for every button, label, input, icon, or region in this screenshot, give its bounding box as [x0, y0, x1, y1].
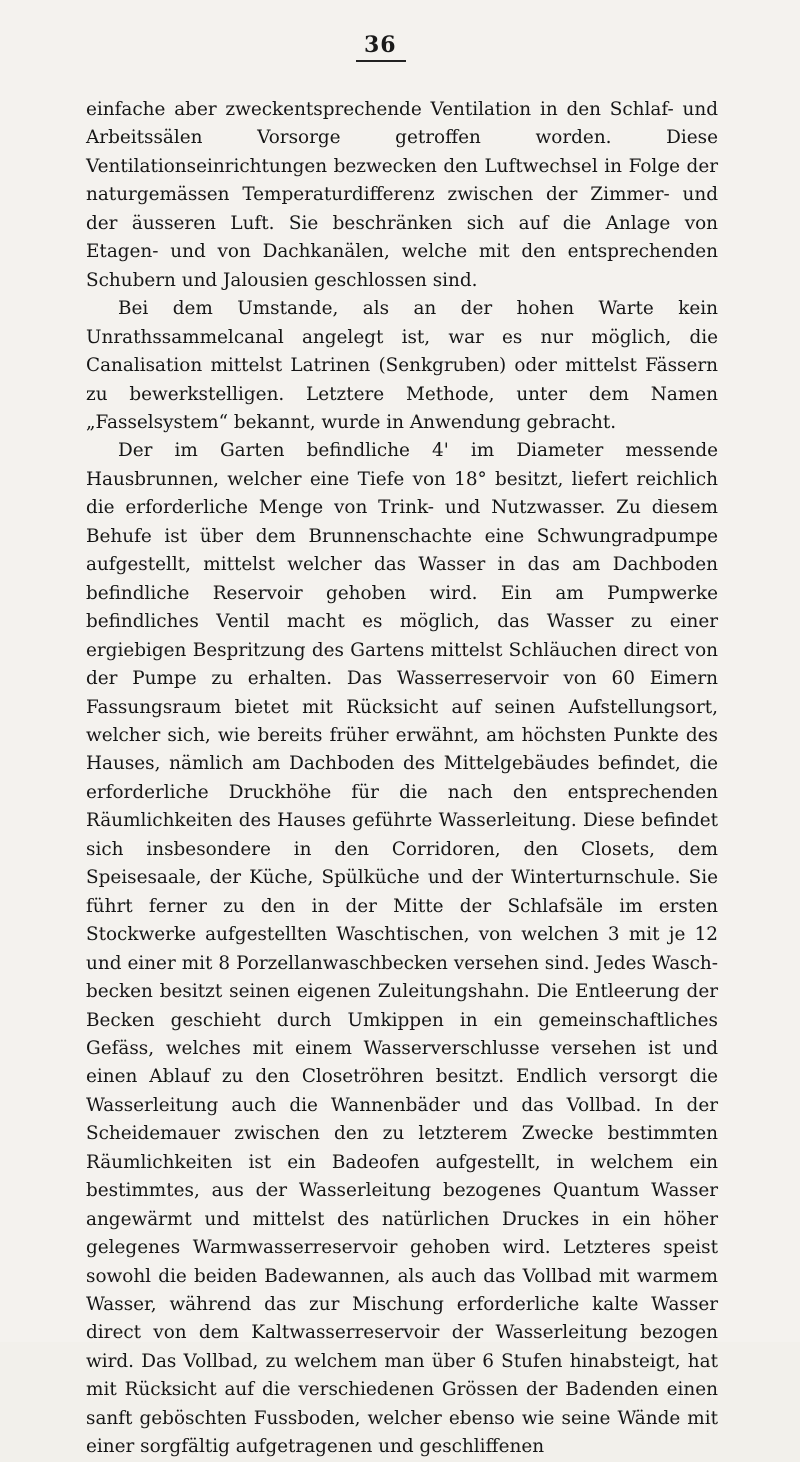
paragraph-water-supply: Der im Garten befindliche 4' im Diameter messende Hausbrunnen, welcher eine Tiefe von 18° besitzt, liefert reichlich die erforderliche Menge von Trink- und Nutzwasser. Zu diesem Behufe ist über dem Brunnenschachte eine Schwungradpumpe aufgestellt, mittelst welcher das Wasser in das am Dachboden befindliche Reservoir gehoben wird. Ein am Pumpwerke befindliches Ventil macht es möglich, das Wasser zu einer ergiebigen Bespritzung des Gartens mittelst Schläuchen direct von der Pumpe zu erhalten. Das Wasserreservoir von 60 Eimern Fassungsraum bietet mit Rücksicht auf seinen Aufstellungsort, welcher sich, wie bereits früher erwähnt, am höchsten Punkte des Hauses, nämlich am Dachboden des Mittelgebäudes befindet, die erforderliche Druckhöhe für die nach den entsprechenden Räumlichkeiten des Hauses geführte Wasserleitung. Diese befindet sich insbesondere in den Corridoren, den Closets, dem Speisesaale, der Küche, Spülküche und der Winterturnschule. Sie führt ferner zu den in der Mitte der Schlafsäle im ersten Stockwerke aufgestellten Waschtischen, von welchen 3 mit je 12 und einer mit 8 Porzellanwaschbecken versehen sind. Jedes Waschbecken besitzt seinen eigenen Zuleitungshahn. Die Entleerung der Becken geschieht durch Umkippen in ein gemeinschaftliches Gefäss, welches mit einem Wasserverschlusse versehen ist und einen Ablauf zu den Closetröhren besitzt. Endlich versorgt die Wasserleitung auch die Wannenbäder und das Vollbad. In der Scheidemauer zwischen den zu letzterem Zwecke bestimmten Räumlichkeiten ist ein Badeofen aufgestellt, in welchem ein bestimmtes, aus der Wasserleitung bezogenes Quantum Wasser angewärmt und mittelst des natürlichen Druckes in ein höher gelegenes Warmwasserreservoir gehoben wird. Letzteres speist sowohl die beiden Badewannen, als auch das Vollbad mit warmem Wasser, während das zur Mischung erforderliche kalte Wasser direct von dem Kaltwasserreservoir der Wasserleitung bezogen wird. Das Vollbad, zu welchem man über 6 Stufen hinabsteigt, hat mit Rücksicht auf die verschiedenen Grössen der Badenden einen sanft geböschten Fussboden, welcher ebenso wie seine Wände mit einer sorgfältig aufgetragenen und geschliffenen	[86, 440, 718, 1458]
paragraph-canalisation: Bei dem Umstande, als an der hohen Warte kein Unrathssammelcanal angelegt ist, war es nur möglich, die Canalisation mittelst Latrinen (Senkgruben) oder mittelst Fässern zu bewerkstelligen. Letztere Methode, unter dem Namen „Fasselsystem“ bekannt, wurde in Anwendung gebracht.	[86, 298, 718, 433]
page-number: 36	[364, 32, 397, 58]
page-number-rule	[356, 60, 406, 62]
body-text	[86, 96, 718, 1462]
paragraph-ventilation: einfache aber zweckentsprechende Ventilation in den Schlaf- und Arbeitssälen Vorsorge getroffen worden. Diese Ventilationseinrichtungen bezwecken den Luftwechsel in Folge der naturgemässen Temperaturdifferenz zwischen der Zimmer- und der äusseren Luft. Sie beschränken sich auf die Anlage von Etagen- und von Dachkanälen, welche mit den entsprechenden Schubern und Jalousien geschlossen sind.	[86, 99, 718, 291]
